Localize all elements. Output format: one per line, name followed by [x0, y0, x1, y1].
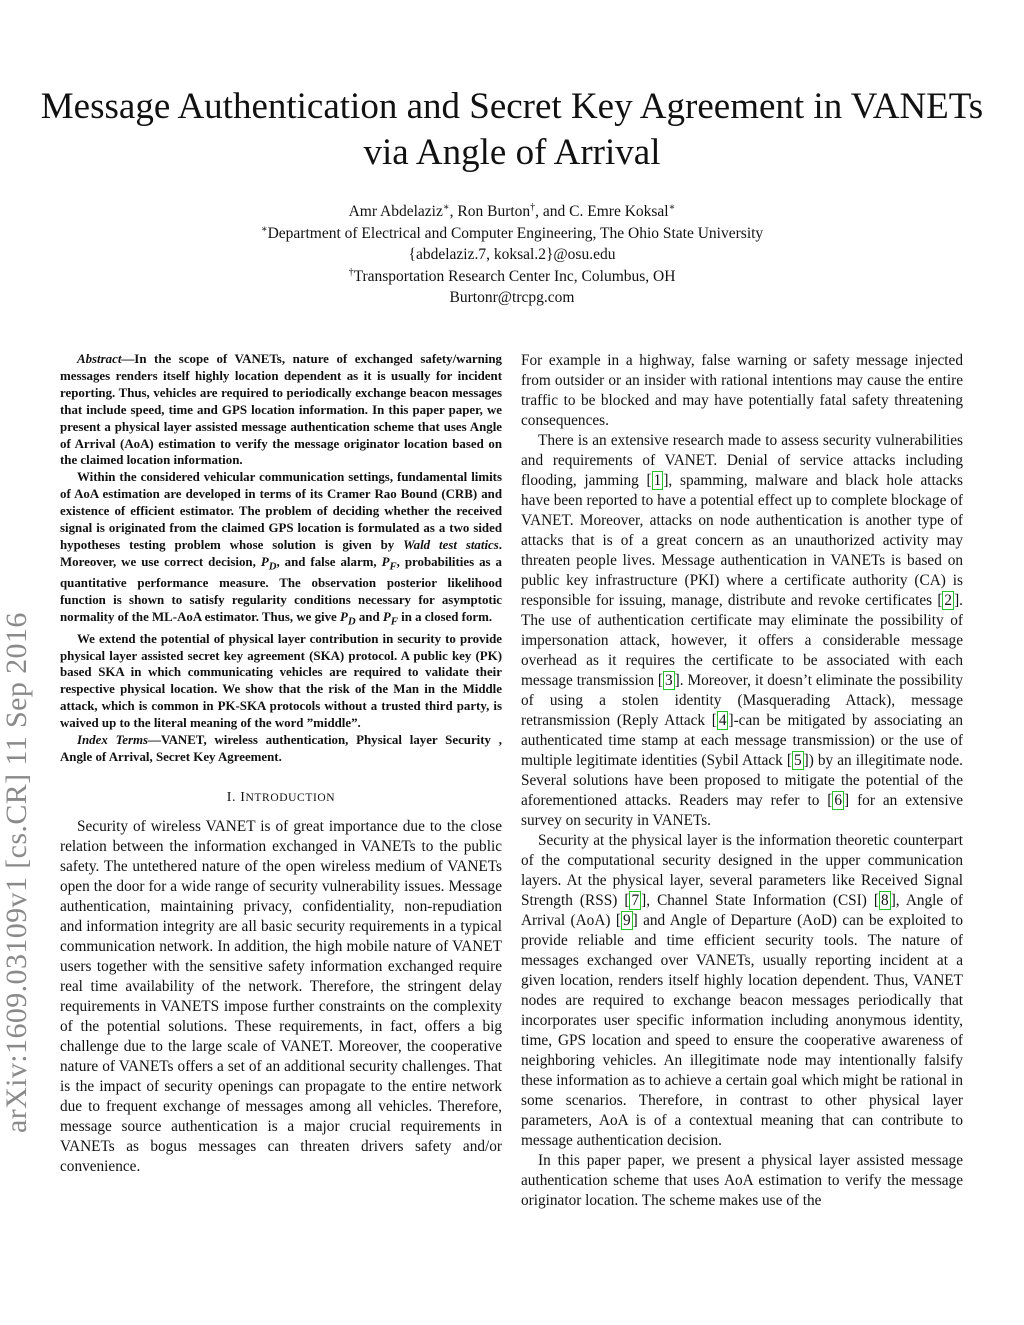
author-2-mark: † — [530, 201, 536, 213]
section-heading-introduction — [60, 790, 502, 806]
pd-symbol-2: P — [340, 610, 348, 625]
citation-7[interactable]: 7 — [631, 892, 640, 909]
p2-text-b: ], spamming, malware and black hole attacks have been reported to have a potential effect up to complete blockage of VANET. Moreover, attacks on node authentication is another type of attacks that is of a great concern as an unauthorized activity may threaten people lives. Message authentication in VANETs is based on public key infrastructure (PKI) where a certificate authority (CA) is responsible for issuing, manage, distribute and revoke certificates [ — [521, 472, 963, 609]
introduction-body-left — [60, 817, 502, 1177]
right-column — [521, 351, 963, 1211]
citation-5[interactable]: 5 — [793, 752, 802, 769]
abstract — [60, 351, 502, 766]
author-3: , and C. Emre Koksal — [535, 203, 669, 220]
p3-text-a: Security at the physical layer is the information theoretic counterpart of the computational security designed in the upper communication layers. At the physical layer, several parameters like Received Signal Strength (RSS) [ — [521, 832, 963, 909]
pd-subscript: D — [268, 560, 277, 573]
affiliation-2-mark: † — [348, 266, 354, 278]
abstract-paragraph-1 — [60, 351, 502, 469]
pf-subscript: F — [389, 560, 397, 573]
p2-text-e: ]-can be mitigated by associating an authenticated time stamp at each message transmission) or the use of multiple legitimate identities (Sybil Attack [ — [521, 712, 964, 769]
author-3-mark: ∗ — [668, 201, 676, 213]
affiliation-1-mark: ∗ — [260, 223, 268, 235]
author-names — [100, 201, 924, 223]
paper-title: Message Authentication and Secret Key Agreement in VANETs via Angle of Arrival — [40, 86, 984, 173]
abstract-text-2a: Within the considered vehicular communication settings, fundamental limits of AoA estimation are developed in terms of its Cramer Rao Bound (CRB) and existence of efficient estimator. The problem of deciding whether the received signal is originated from the claimed GPS location is formulated as a two sided hypotheses testing problem whose solution is given by — [60, 470, 502, 552]
pd-subscript-2: D — [347, 615, 356, 628]
citation-1[interactable]: 1 — [653, 472, 662, 489]
abstract-text-1: —In the scope of VANETs, nature of exchanged safety/warning messages renders itself highly location dependent as it is usually for incident reporting. Thus, vehicles are required to periodically exchange beacon messages that include speed, time and GPS location information. In this paper paper, we present a physical layer assisted message authentication scheme that uses Angle of Arrival (AoA) estimation to verify the message originator location based on the claimed location information. — [60, 352, 502, 468]
abstract-paragraph-3: We extend the potential of physical layer contribution in security to provide physical layer assisted secret key agreement (SKA) protocol. A public key (PK) based SKA in which communicating vehicles are required to validate their respective physical location. We show that the risk of the Man in the Middle attack, which is common in PK-SKA protocols without a trusted third party, is waived up to the literal meaning of the word ”middle”. — [60, 631, 502, 731]
abstract-text-2f: in a closed form. — [397, 610, 493, 625]
author-1: Amr Abdelaziz — [348, 203, 443, 220]
right-paragraph-2 — [521, 431, 963, 831]
p3-text-d: ] and Angle of Departure (AoD) can be exploited to provide reliable and time efficient security tools. The nature of messages exchanged over VANETs, usually reporting incident at a given location, renders itself highly location dependent. Thus, VANET nodes are required to exchange beacon messages periodically that incorporates user specific information including anonymous identity, time, GPS location and speed to ensure the cooperative awareness of neighboring vehicles. An illegitimate node may intentionally falsify these information as to achieve a certain goal which might be rational in some scenarios. Therefore, in contrast to other physical layer parameters, AoA is of a contextual meaning that can contribute to message authentication decision. — [521, 912, 963, 1149]
p2-text-d: ]. Moreover, it doesn’t eliminate the possibility of using a stolen identity (Masquerading Attack), message retransmission (Reply Attack [ — [521, 672, 963, 729]
wald-test-term: Wald test statics — [403, 537, 499, 552]
abstract-text-2d: , probabilities as a quantitative performance measure. The observation posterior likelihood function is shown to satisfy regularity conditions necessary for asymptotic normality of the ML-AoA estimator. Thus, we give — [60, 554, 503, 625]
pf-subscript-2: F — [390, 615, 398, 628]
index-terms-text: —VANET, wireless authentication, Physical layer Security , Angle of Arrival, Secret Key Agreement. — [60, 733, 502, 764]
p3-text-b: ], Channel State Information (CSI) [ — [641, 892, 880, 909]
citation-8[interactable]: 8 — [881, 892, 889, 909]
email-1: {abdelaziz.7, koksal.2}@osu.edu — [408, 246, 616, 263]
email-2: Burtonr@trcpg.com — [449, 289, 575, 306]
citation-2[interactable]: 2 — [944, 592, 953, 609]
affiliation-2 — [100, 266, 924, 288]
citation-4[interactable]: 4 — [718, 712, 727, 729]
p2-text-g: ] for an extensive survey on security in VANETs. — [521, 792, 964, 829]
index-terms-lead: Index Terms — [77, 733, 149, 748]
right-paragraph-4: In this paper paper, we present a physical layer assisted message authentication scheme that uses AoA estimation to verify the message originator location. The scheme makes use of the — [521, 1152, 963, 1209]
pf-symbol: P — [381, 554, 390, 569]
left-column — [60, 351, 502, 1177]
p2-text-a: There is an extensive research made to assess security vulnerabilities and requirements of VANET. Denial of service attacks including flooding, jamming [ — [521, 432, 963, 489]
p2-text-f: ]) by an illegitimate node. Several solutions have been proposed to mitigate the potential of the aforementioned attacks. Readers may refer to [ — [521, 752, 963, 809]
abstract-paragraph-2 — [60, 469, 502, 630]
section-title-rest: NTRODUCTION — [245, 791, 336, 804]
citation-9[interactable]: 9 — [622, 912, 631, 929]
section-title-initial: I — [240, 789, 246, 805]
right-paragraph-1: For example in a highway, false warning or safety message injected from outsider or an insider with rational intentions may cause the entire traffic to be blocked and may have potentially fatal safety threatening consequences. — [521, 352, 963, 429]
abstract-text-2b: . Moreover, we use correct decision, — [60, 537, 502, 569]
section-number: I. — [226, 789, 241, 805]
citation-6[interactable]: 6 — [834, 792, 843, 809]
affiliation-2-text: Transportation Research Center Inc, Columbus, OH — [353, 267, 676, 285]
citation-3[interactable]: 3 — [665, 672, 673, 689]
author-block — [100, 201, 924, 309]
index-terms — [60, 732, 502, 766]
affiliation-1-text: Department of Electrical and Computer Engineering, The Ohio State University — [267, 224, 764, 242]
abstract-lead: Abstract — [77, 352, 122, 366]
p2-text-c: ]. The use of authentication certificate may eliminate the possibility of impersonation attack, however, it offers a considerable message overhead as it requires the certificate to be associated with each message transmission [ — [521, 592, 963, 689]
right-paragraph-3 — [521, 831, 963, 1151]
author-1-mark: ∗ — [442, 201, 450, 213]
pf-symbol-2: P — [382, 610, 391, 625]
author-2: , Ron Burton — [449, 203, 531, 220]
arxiv-stamp: arXiv:1609.03109v1 [cs.CR] 11 Sep 2016 — [0, 612, 33, 1133]
introduction-body-right — [521, 351, 963, 1211]
affiliation-1 — [100, 223, 924, 245]
p3-text-c: ], Angle of Arrival (AoA) [ — [521, 892, 963, 929]
abstract-text-2e: and — [355, 610, 383, 625]
intro-paragraph-1: Security of wireless VANET is of great importance due to the close relation between the information exchanged in VANETs to the public safety. The untethered nature of the open wireless medium of VANETs open the door for a wide range of security vulnerability issues. Message authentication, maintaining privacy, confidentiality, non-repudiation and information integrity are all basic security requirements in a typical communication network. In addition, the high mobile nature of VANET users together with the sensitive safety information exchanged require real time availability of the network. Therefore, the stringent delay requirements in VANETS impose further constraints on the complexity of the potential solutions. These requirements, in fact, offers a big challenge due to the large scale of VANET. Moreover, the cooperative nature of VANETs offers a set of an additional security challenges. That is the impact of security openings can propagate to the entire network due to frequent exchange of messages among all vehicles. Therefore, message source authentication is a major crucial requirements in VANETs as bogus messages can threaten drivers safety and/or convenience. — [60, 817, 502, 1175]
abstract-text-2c: , and false alarm, — [276, 554, 382, 569]
pd-symbol: P — [260, 554, 269, 569]
